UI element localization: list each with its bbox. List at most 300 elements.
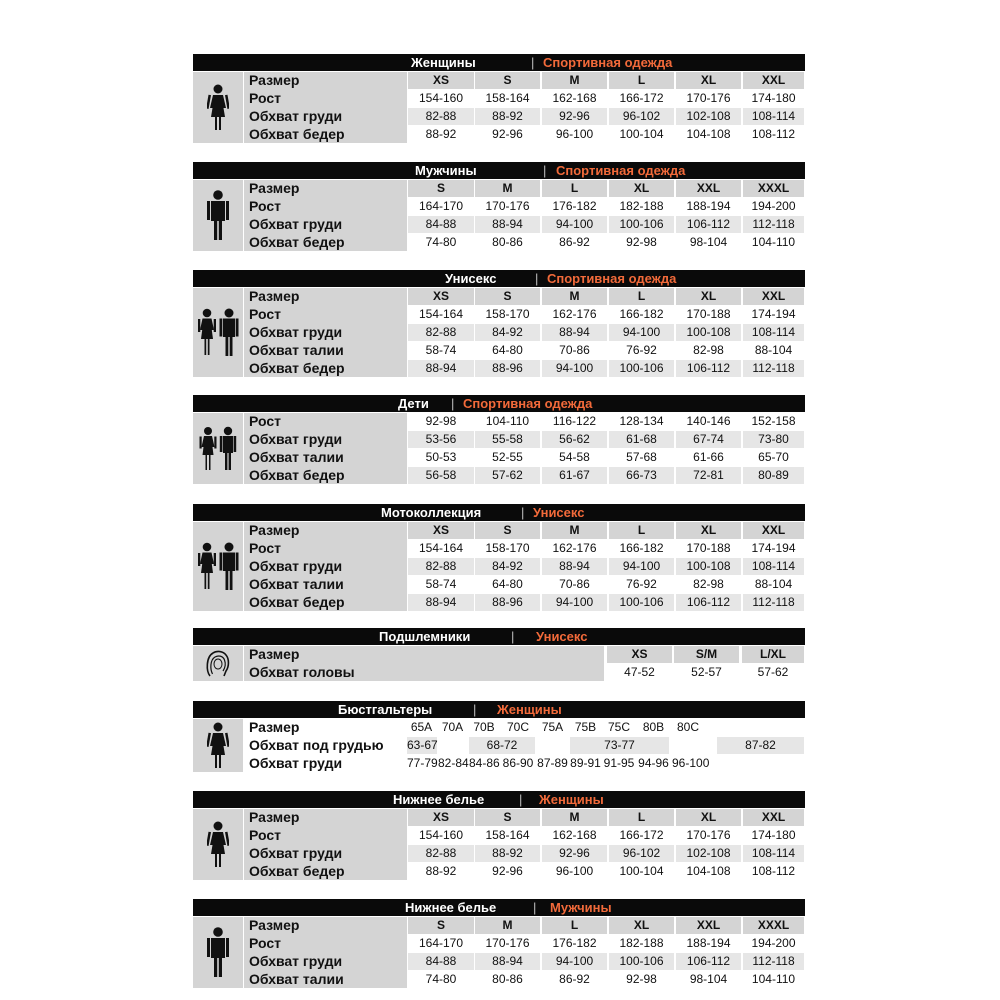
table-cell: 88-94 xyxy=(475,953,540,970)
row-label: Обхват талии xyxy=(249,449,344,465)
table-cell: 72-81 xyxy=(676,467,741,484)
section-category: Спортивная одежда xyxy=(543,55,673,70)
table-cell: 176-182 xyxy=(542,935,607,952)
table-cell: 158-164 xyxy=(475,90,540,107)
table-cell: 47-52 xyxy=(607,664,672,681)
row-label: Обхват под грудью xyxy=(249,737,384,753)
section-category: Мужчины xyxy=(550,900,612,915)
table-row xyxy=(193,216,805,233)
row-label: Рост xyxy=(249,306,281,322)
table-cell: 82-88 xyxy=(408,108,474,125)
table-cell: 94-100 xyxy=(542,360,607,377)
section-title: Подшлемники xyxy=(379,629,471,644)
table-cell: 74-80 xyxy=(408,234,474,251)
table-row xyxy=(193,72,805,89)
table-cell: 92-98 xyxy=(609,971,674,988)
table-cell: 104-110 xyxy=(475,413,540,430)
table-row xyxy=(193,360,805,377)
table-cell: 56-58 xyxy=(408,467,474,484)
table-cell: 88-96 xyxy=(475,360,540,377)
section-body xyxy=(193,288,805,378)
table-cell: 94-100 xyxy=(609,558,674,575)
section-body xyxy=(193,72,805,144)
section-separator: | xyxy=(533,900,537,915)
table-cell: 61-66 xyxy=(676,449,741,466)
table-cell: 70A xyxy=(438,719,467,736)
table-cell: 96-102 xyxy=(609,845,674,862)
table-cell: S xyxy=(475,288,540,305)
section-header xyxy=(193,162,805,179)
table-cell: 88-92 xyxy=(475,108,540,125)
table-cell: XXL xyxy=(743,288,804,305)
table-cell: XXL xyxy=(743,809,804,826)
section-body xyxy=(193,809,805,881)
table-cell: 80C xyxy=(672,719,704,736)
table-row xyxy=(193,467,805,484)
table-cell: 84-86 xyxy=(469,756,500,770)
table-row xyxy=(193,431,805,448)
table-cell: 86-92 xyxy=(542,971,607,988)
table-cell: 108-114 xyxy=(743,324,804,341)
row-label: Обхват талии xyxy=(249,576,344,592)
table-cell: L xyxy=(542,917,607,934)
table-cell: 80B xyxy=(637,719,670,736)
table-cell: 94-100 xyxy=(542,953,607,970)
section-body xyxy=(193,413,805,485)
row-label: Обхват бедер xyxy=(249,467,345,483)
row-label: Обхват головы xyxy=(249,664,355,680)
table-cell: 91-95 xyxy=(603,756,635,770)
table-cell: 154-160 xyxy=(408,90,474,107)
row-label: Рост xyxy=(249,90,281,106)
table-cell: 54-58 xyxy=(542,449,607,466)
table-cell: XXL xyxy=(676,180,741,197)
table-cell: 100-104 xyxy=(609,126,674,143)
table-cell: S/M xyxy=(674,646,739,663)
table-cell: 52-55 xyxy=(475,449,540,466)
table-row xyxy=(193,324,805,341)
table-cell: 84-88 xyxy=(408,953,474,970)
table-cell: 152-158 xyxy=(743,413,804,430)
table-cell: 100-106 xyxy=(609,360,674,377)
table-cell: L xyxy=(609,809,674,826)
table-cell: 194-200 xyxy=(743,198,804,215)
table-cell: 182-188 xyxy=(609,198,674,215)
table-cell: S xyxy=(475,809,540,826)
table-cell: 162-168 xyxy=(542,90,607,107)
table-row xyxy=(193,576,805,593)
table-cell: 84-88 xyxy=(408,216,474,233)
size-table-section xyxy=(193,504,805,612)
table-cell: 174-180 xyxy=(743,90,804,107)
table-cell: 154-164 xyxy=(408,540,474,557)
table-cell: 92-96 xyxy=(475,126,540,143)
size-table-section xyxy=(193,899,805,989)
table-cell: XL xyxy=(676,809,741,826)
table-cell: 108-112 xyxy=(743,863,804,880)
section-separator: | xyxy=(543,163,547,178)
table-cell: 154-160 xyxy=(408,827,474,844)
table-row xyxy=(193,180,805,197)
table-cell: 164-170 xyxy=(408,935,474,952)
table-cell: 86-92 xyxy=(542,234,607,251)
section-body xyxy=(193,917,805,989)
table-cell: 100-104 xyxy=(609,863,674,880)
table-cell: 96-102 xyxy=(609,108,674,125)
section-body xyxy=(193,719,805,773)
table-cell: 104-110 xyxy=(743,234,804,251)
table-cell: 106-112 xyxy=(676,953,741,970)
table-cell: 82-88 xyxy=(408,558,474,575)
table-cell: 76-92 xyxy=(609,576,674,593)
table-cell: 52-57 xyxy=(674,664,739,681)
table-cell: 65A xyxy=(407,719,436,736)
table-cell: 88-92 xyxy=(475,845,540,862)
table-cell: XL xyxy=(609,917,674,934)
section-category: Унисекс xyxy=(533,505,585,520)
table-cell: 166-182 xyxy=(609,540,674,557)
table-cell: 154-164 xyxy=(408,306,474,323)
table-cell: 98-104 xyxy=(676,234,741,251)
table-cell: 106-112 xyxy=(676,594,741,611)
row-label: Рост xyxy=(249,827,281,843)
table-cell: L xyxy=(542,180,607,197)
table-cell: 82-88 xyxy=(408,324,474,341)
row-label: Обхват груди xyxy=(249,431,343,447)
table-cell: 58-74 xyxy=(408,576,474,593)
table-cell: L xyxy=(609,288,674,305)
table-cell: S xyxy=(408,917,474,934)
table-row xyxy=(193,719,805,736)
table-cell: 86-90 xyxy=(502,756,534,770)
table-cell: 87-82 xyxy=(717,737,804,754)
section-category: Унисекс xyxy=(536,629,588,644)
table-cell: 98-104 xyxy=(676,971,741,988)
table-cell: 112-118 xyxy=(743,953,804,970)
table-cell: S xyxy=(408,180,474,197)
table-row xyxy=(193,413,805,430)
table-cell: XXL xyxy=(743,522,804,539)
table-cell: 170-176 xyxy=(676,90,741,107)
table-cell: S xyxy=(475,72,540,89)
table-cell: 162-176 xyxy=(542,306,607,323)
table-row xyxy=(193,594,805,611)
table-cell: 75C xyxy=(603,719,635,736)
table-cell: 82-98 xyxy=(676,342,741,359)
row-label: Рост xyxy=(249,413,281,429)
table-cell: S xyxy=(475,522,540,539)
section-title: Дети xyxy=(398,396,429,411)
section-category: Женщины xyxy=(539,792,604,807)
section-header xyxy=(193,270,805,287)
table-row xyxy=(193,126,805,143)
table-cell: 104-108 xyxy=(676,863,741,880)
table-cell: 64-80 xyxy=(475,576,540,593)
table-cell: 94-96 xyxy=(638,756,669,770)
table-cell: 170-176 xyxy=(676,827,741,844)
row-label: Обхват бедер xyxy=(249,360,345,376)
table-row xyxy=(193,827,805,844)
row-label: Размер xyxy=(249,180,300,196)
table-cell: 164-170 xyxy=(408,198,474,215)
table-row xyxy=(193,522,805,539)
table-cell: 58-74 xyxy=(408,342,474,359)
table-cell: 92-98 xyxy=(609,234,674,251)
table-row xyxy=(193,108,805,125)
table-cell: 100-108 xyxy=(676,324,741,341)
row-label: Размер xyxy=(249,809,300,825)
table-cell: M xyxy=(475,917,540,934)
table-cell: XXL xyxy=(676,917,741,934)
row-label: Обхват груди xyxy=(249,324,343,340)
table-cell: L xyxy=(609,522,674,539)
table-cell: M xyxy=(542,72,607,89)
row-label: Обхват бедер xyxy=(249,863,345,879)
section-title: Нижнее белье xyxy=(393,792,485,807)
section-separator: | xyxy=(535,271,539,286)
section-separator: | xyxy=(473,702,477,717)
table-cell: XS xyxy=(408,522,474,539)
row-label: Обхват талии xyxy=(249,971,344,987)
table-cell: 88-94 xyxy=(542,324,607,341)
row-label: Обхват груди xyxy=(249,216,343,232)
table-cell: 88-94 xyxy=(475,216,540,233)
table-cell: 88-92 xyxy=(408,126,474,143)
table-cell: 112-118 xyxy=(743,360,804,377)
table-cell: XL xyxy=(676,522,741,539)
section-category: Женщины xyxy=(497,702,562,717)
table-cell: 87-89 xyxy=(537,756,568,770)
table-cell: 75A xyxy=(537,719,568,736)
table-cell: 92-96 xyxy=(542,108,607,125)
table-row xyxy=(193,558,805,575)
size-table-section xyxy=(193,54,805,144)
section-header xyxy=(193,54,805,71)
section-category: Спортивная одежда xyxy=(547,271,677,286)
table-cell: 89-91 xyxy=(570,756,601,770)
row-label: Размер xyxy=(249,719,300,735)
section-title: Мужчины xyxy=(415,163,477,178)
table-cell: 50-53 xyxy=(408,449,474,466)
table-cell: 182-188 xyxy=(609,935,674,952)
table-cell: 73-80 xyxy=(743,431,804,448)
table-cell: 80-89 xyxy=(743,467,804,484)
table-cell: 92-96 xyxy=(542,845,607,862)
table-cell: 108-114 xyxy=(743,108,804,125)
row-label: Размер xyxy=(249,917,300,933)
section-category: Спортивная одежда xyxy=(463,396,593,411)
row-label: Размер xyxy=(249,72,300,88)
table-cell: L xyxy=(609,72,674,89)
section-separator: | xyxy=(511,629,515,644)
row-label: Рост xyxy=(249,935,281,951)
table-row xyxy=(193,540,805,557)
table-cell: 174-180 xyxy=(743,827,804,844)
table-cell: 100-106 xyxy=(609,594,674,611)
table-cell: M xyxy=(542,288,607,305)
table-cell: 176-182 xyxy=(542,198,607,215)
table-cell: 88-96 xyxy=(475,594,540,611)
table-cell: 96-100 xyxy=(542,863,607,880)
table-cell: 94-100 xyxy=(609,324,674,341)
table-cell: 94-100 xyxy=(542,216,607,233)
row-label: Размер xyxy=(249,288,300,304)
row-label: Размер xyxy=(249,646,300,662)
table-cell: 96-100 xyxy=(672,756,710,770)
table-cell: 61-68 xyxy=(609,431,674,448)
table-cell: 64-80 xyxy=(475,342,540,359)
table-cell: M xyxy=(542,809,607,826)
row-label: Обхват груди xyxy=(249,108,343,124)
table-cell: M xyxy=(475,180,540,197)
row-label: Обхват бедер xyxy=(249,594,345,610)
table-row xyxy=(193,845,805,862)
section-category: Спортивная одежда xyxy=(556,163,686,178)
table-cell: 112-118 xyxy=(743,594,804,611)
table-cell: 75B xyxy=(570,719,601,736)
table-cell: 96-100 xyxy=(542,126,607,143)
table-cell: XL xyxy=(676,288,741,305)
table-cell: 63-67 xyxy=(407,738,438,752)
row-label: Обхват бедер xyxy=(249,234,345,250)
table-cell: 94-100 xyxy=(542,594,607,611)
section-title: Нижнее белье xyxy=(405,900,497,915)
section-header xyxy=(193,701,805,718)
table-row xyxy=(193,288,805,305)
table-cell: 82-88 xyxy=(408,845,474,862)
section-header xyxy=(193,899,805,916)
table-cell: XL xyxy=(676,72,741,89)
table-cell: 100-108 xyxy=(676,558,741,575)
table-cell: 106-112 xyxy=(676,360,741,377)
section-title: Мотоколлекция xyxy=(381,505,482,520)
table-row xyxy=(193,234,805,251)
table-cell: 68-72 xyxy=(469,737,535,754)
table-row xyxy=(193,306,805,323)
table-cell: 140-146 xyxy=(676,413,741,430)
table-row xyxy=(193,664,805,681)
table-cell: 65-70 xyxy=(743,449,804,466)
table-cell: 194-200 xyxy=(743,935,804,952)
size-table-section xyxy=(193,791,805,881)
table-cell: 170-188 xyxy=(676,540,741,557)
table-cell: XS xyxy=(607,646,672,663)
table-cell: 188-194 xyxy=(676,198,741,215)
section-body xyxy=(193,180,805,252)
table-row xyxy=(193,646,805,663)
table-cell: 61-67 xyxy=(542,467,607,484)
table-cell: 88-94 xyxy=(542,558,607,575)
table-cell: 170-176 xyxy=(475,935,540,952)
table-cell: 108-114 xyxy=(743,558,804,575)
table-cell: XXL xyxy=(743,72,804,89)
table-cell: 166-182 xyxy=(609,306,674,323)
table-cell: 84-92 xyxy=(475,324,540,341)
section-body xyxy=(193,522,805,612)
table-cell: 57-68 xyxy=(609,449,674,466)
table-cell: 80-86 xyxy=(475,234,540,251)
table-cell: 88-94 xyxy=(408,360,474,377)
table-row xyxy=(193,755,805,772)
table-cell: 88-104 xyxy=(743,342,804,359)
table-cell: 108-114 xyxy=(743,845,804,862)
table-cell: 106-112 xyxy=(676,216,741,233)
size-table-section xyxy=(193,395,805,485)
table-cell: 73-77 xyxy=(570,737,669,754)
table-cell: 70C xyxy=(501,719,535,736)
table-row xyxy=(193,863,805,880)
section-header xyxy=(193,628,805,645)
table-cell: 82-84 xyxy=(438,756,469,770)
table-cell: XXXL xyxy=(743,180,804,197)
table-cell: 170-188 xyxy=(676,306,741,323)
row-label: Размер xyxy=(249,522,300,538)
table-cell: XL xyxy=(609,180,674,197)
table-row xyxy=(193,449,805,466)
row-label: Рост xyxy=(249,540,281,556)
table-cell: 170-176 xyxy=(475,198,540,215)
section-separator: | xyxy=(519,792,523,807)
table-cell: 55-58 xyxy=(475,431,540,448)
table-cell: 104-110 xyxy=(743,971,804,988)
table-row xyxy=(193,809,805,826)
table-row xyxy=(193,953,805,970)
table-cell: 66-73 xyxy=(609,467,674,484)
table-cell: 108-112 xyxy=(743,126,804,143)
table-cell: 166-172 xyxy=(609,827,674,844)
table-cell: 116-122 xyxy=(542,413,607,430)
size-table-section xyxy=(193,270,805,378)
table-cell: 102-108 xyxy=(676,845,741,862)
table-cell: 70-86 xyxy=(542,576,607,593)
table-row xyxy=(193,971,805,988)
table-cell: 88-94 xyxy=(408,594,474,611)
size-table-section xyxy=(193,162,805,252)
size-table-section xyxy=(193,628,805,682)
table-cell: 162-168 xyxy=(542,827,607,844)
section-separator: | xyxy=(531,55,535,70)
row-label: Обхват бедер xyxy=(249,126,345,142)
section-header xyxy=(193,504,805,521)
table-cell: 174-194 xyxy=(743,306,804,323)
table-cell: 84-92 xyxy=(475,558,540,575)
table-cell: 77-79 xyxy=(407,756,438,770)
table-cell: 88-92 xyxy=(408,863,474,880)
table-cell: 128-134 xyxy=(609,413,674,430)
section-title: Женщины xyxy=(411,55,476,70)
section-title: Унисекс xyxy=(445,271,497,286)
table-cell: 166-172 xyxy=(609,90,674,107)
section-separator: | xyxy=(451,396,455,411)
table-row xyxy=(193,935,805,952)
row-label: Обхват груди xyxy=(249,953,343,969)
table-cell: M xyxy=(542,522,607,539)
table-cell: 92-96 xyxy=(475,863,540,880)
table-row xyxy=(193,342,805,359)
row-label: Обхват груди xyxy=(249,755,343,771)
table-cell: 112-118 xyxy=(743,216,804,233)
row-label: Обхват груди xyxy=(249,558,343,574)
row-label: Обхват талии xyxy=(249,342,344,358)
row-label: Рост xyxy=(249,198,281,214)
size-table-section xyxy=(193,701,805,773)
table-cell: XS xyxy=(408,72,474,89)
table-cell: 162-176 xyxy=(542,540,607,557)
table-cell: 102-108 xyxy=(676,108,741,125)
table-cell: XXXL xyxy=(743,917,804,934)
table-cell: 100-106 xyxy=(609,216,674,233)
table-cell: 57-62 xyxy=(475,467,540,484)
